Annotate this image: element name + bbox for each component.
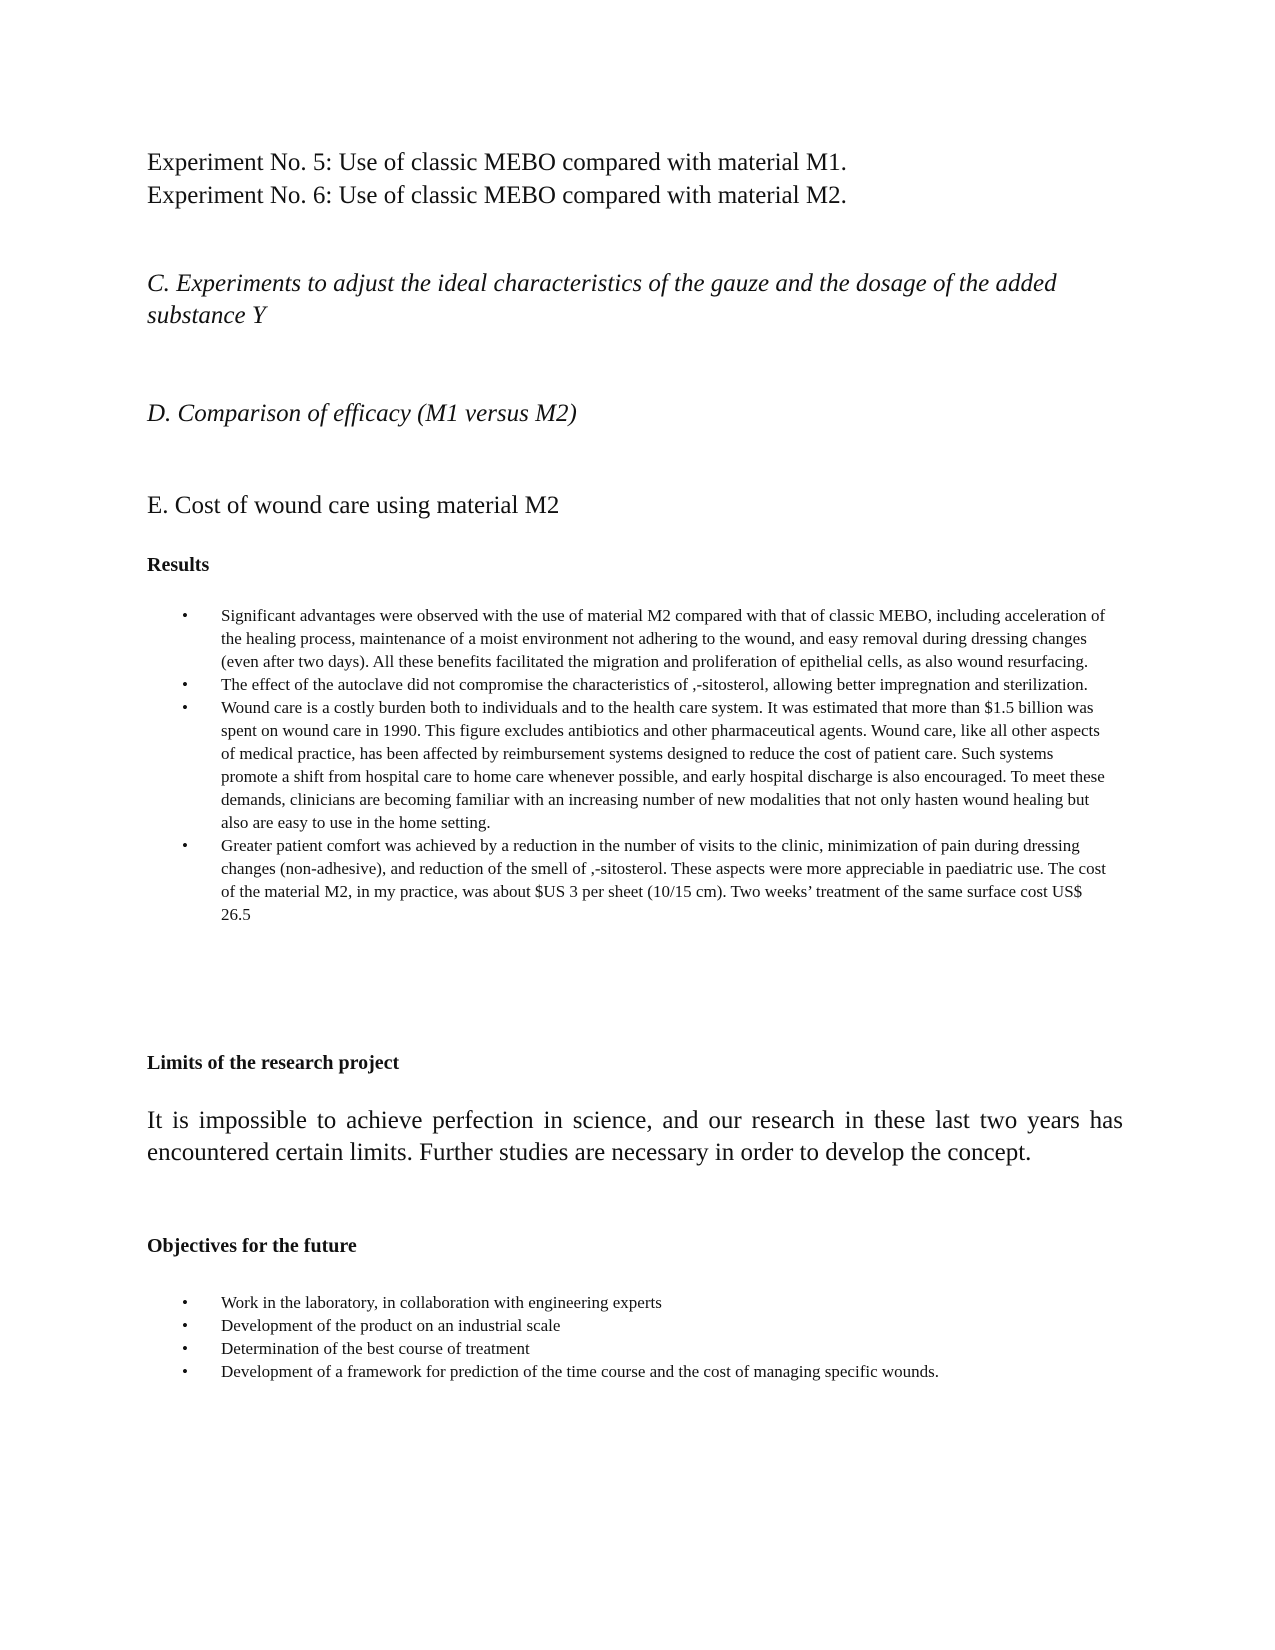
experiment-list bbox=[147, 146, 847, 212]
objectives-list bbox=[176, 1291, 1110, 1383]
experiment-line: Experiment No. 6: Use of classic MEBO compared with material M2. bbox=[147, 182, 847, 209]
objectives-item: • Development of a framework for prediction of the time course and the cost of managing specific wounds. bbox=[176, 1360, 1110, 1383]
results-heading: Results bbox=[147, 554, 210, 576]
experiment-line: Experiment No. 5: Use of classic MEBO compared with material M1. bbox=[147, 149, 847, 176]
results-item: • Significant advantages were observed with the use of material M2 compared with that of classic MEBO, including acceleration of the healing process, maintenance of a moist environment not adhering to the wound, and easy removal during dressing changes (even after two days). All these benefits facilitated the migration and proliferation of epithelial cells, as also wound resurfacing. bbox=[176, 604, 1110, 673]
limits-paragraph: It is impossible to achieve perfection in science, and our research in these last two years has encountered certain limits. Further studies are necessary in order to develop the concept. bbox=[147, 1107, 1123, 1166]
results-item: • Greater patient comfort was achieved by a reduction in the number of visits to the clinic, minimization of pain during dressing changes (non-adhesive), and reduction of the smell of ,-sitosterol. These aspects were more appreciable in paediatric use. The cost of the material M2, in my practice, was about $US 3 per sheet (10/15 cm). Two weeks’ treatment of the same surface cost US$ 26.5 bbox=[176, 834, 1110, 926]
section-c-heading: C. Experiments to adjust the ideal characteristics of the gauze and the dosage of the added substance Y bbox=[147, 270, 1057, 329]
objectives-item: • Determination of the best course of treatment bbox=[176, 1337, 1110, 1360]
limits-heading: Limits of the research project bbox=[147, 1052, 400, 1074]
section-e-heading: E. Cost of wound care using material M2 bbox=[147, 492, 560, 519]
results-list bbox=[176, 604, 1110, 926]
results-item: • Wound care is a costly burden both to individuals and to the health care system. It was estimated that more than $1.5 billion was spent on wound care in 1990. This figure excludes antibiotics and other pharmaceutical agents. Wound care, like all other aspects of medical practice, has been affected by reimbursement systems designed to reduce the cost of patient care. Such systems promote a shift from hospital care to home care whenever possible, and early hospital discharge is also encouraged. To meet these demands, clinicians are becoming familiar with an increasing number of new modalities that not only hasten wound healing but also are easy to use in the home setting. bbox=[176, 696, 1110, 834]
objectives-heading: Objectives for the future bbox=[147, 1235, 357, 1257]
results-item: • The effect of the autoclave did not compromise the characteristics of ,-sitosterol, allowing better impregnation and sterilization. bbox=[176, 673, 1110, 696]
objectives-item: • Work in the laboratory, in collaboration with engineering experts bbox=[176, 1291, 1110, 1314]
section-d-heading: D. Comparison of efficacy (M1 versus M2) bbox=[147, 400, 577, 427]
objectives-item: • Development of the product on an industrial scale bbox=[176, 1314, 1110, 1337]
